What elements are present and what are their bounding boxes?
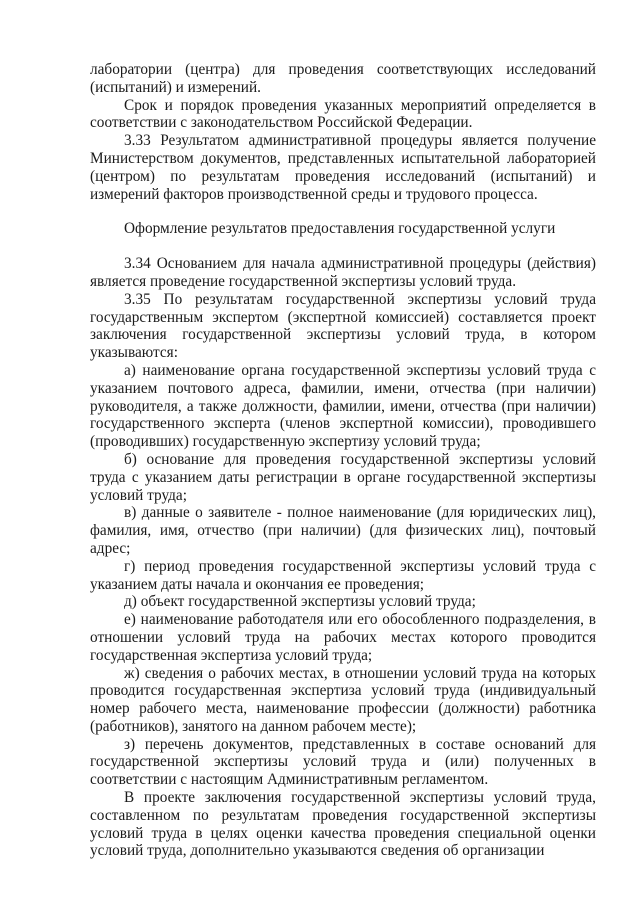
paragraph-continuation: лаборатории (центра) для проведения соответствующих исследований (испытаний) и измерений. (90, 61, 596, 96)
list-item-b: б) основание для проведения государственной экспертизы условий труда с указанием даты регистрации в органе государственной экспертизы условий труда; (90, 450, 596, 504)
list-item-a: а) наименование органа государственной экспертизы условий труда с указанием почтового адреса, фамилии, имени, отчества (при наличии) руководителя, а также должности, фамилии, имени, отчества (при наличии) государственного эксперта (членов экспертной комиссии), проводившего (проводивших) государственную экспертизу условий труда; (90, 361, 596, 451)
list-item-g: г) период проведения государственной экспертизы условий труда с указанием даты начала и окончания ее проведения; (90, 557, 596, 593)
paragraph-3-34: 3.34 Основанием для начала административной процедуры (действия) является проведение государственной экспертизы условий труда. (90, 255, 596, 290)
list-item-e: е) наименование работодателя или его обособленного подразделения, в отношении условий труда на рабочих местах которого проводится государственная экспертиза условий труда; (90, 611, 596, 664)
paragraph-3-33: 3.33 Результатом административной процедуры является получение Министерством документов, представленных испытательной лабораторией (центром) по результатам проведения исследований (испытаний) и измерений факторов производственной среды и трудового процесса. (90, 132, 596, 203)
list-item-v: в) данные о заявителе - полное наименование (для юридических лиц), фамилия, имя, отчество (при наличии) (для физических лиц), почтовый адрес; (90, 504, 596, 557)
list-item-zh: ж) сведения о рабочих местах, в отношении условий труда на которых проводится государственная экспертиза условий труда (индивидуальный номер рабочего места, наименование профессии (должности) работника (работников), занятого на данном рабочем месте); (90, 664, 596, 735)
document-body (90, 61, 596, 860)
list-item-d: д) объект государственной экспертизы условий труда; (124, 593, 476, 611)
list-item-z: з) перечень документов, представленных в составе оснований для государственной экспертизы условий труда и (или) полученных в соответствии с настоящим Административным регламентом. (90, 735, 596, 789)
paragraph-deadline: Срок и порядок проведения указанных мероприятий определяется в соответствии с законодательством Российской Федерации. (90, 96, 596, 132)
section-heading: Оформление результатов предоставления государственной услуги (124, 220, 556, 238)
paragraph-project-conclusion: В проекте заключения государственной экспертизы условий труда, составленном по результатам проведения государственной экспертизы условий труда в целях оценки качества проведения специальной оценки условий труда, дополнительно указываются сведения об организации (90, 789, 596, 860)
paragraph-3-35: 3.35 По результатам государственной экспертизы условий труда государственным экспертом (экспертной комиссией) составляется проект заключения государственной экспертизы условий труда, в котором указываются: (90, 290, 596, 362)
